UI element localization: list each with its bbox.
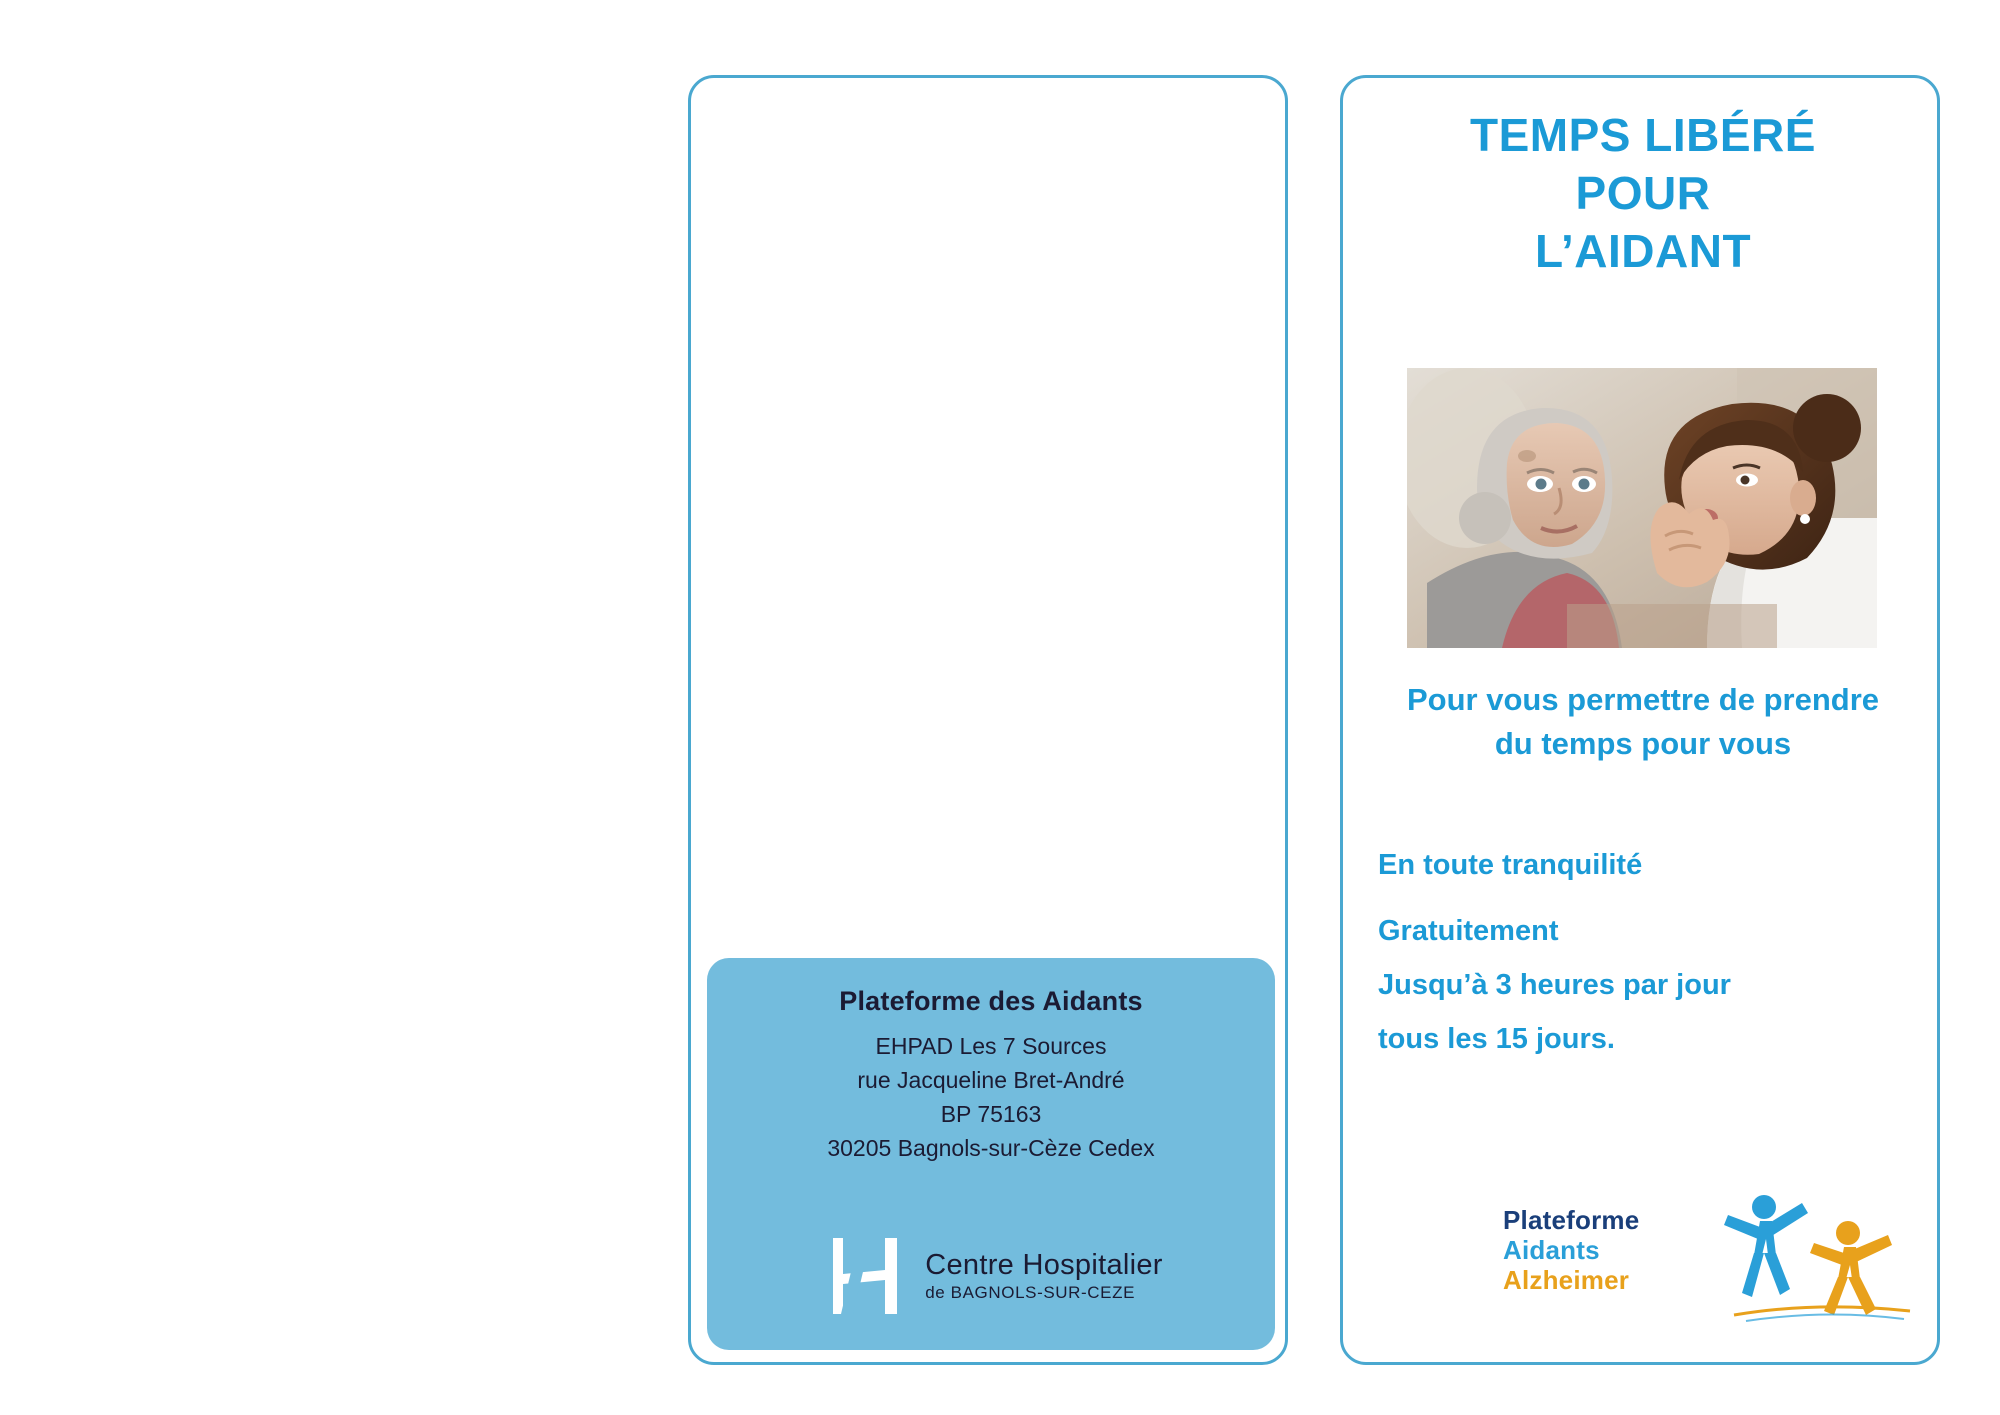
address-title: Plateforme des Aidants [839, 986, 1143, 1016]
tagline-line-1: Pour vous permettre de prendre [1406, 682, 1879, 717]
hospital-name-line1: Centre Hospitalier [925, 1248, 1163, 1281]
address-card [707, 958, 1275, 1350]
caregiver-photo [1407, 368, 1877, 648]
address-line-1: EHPAD Les 7 Sources [875, 1033, 1107, 1059]
hospital-h-monogram-icon [819, 1230, 911, 1322]
benefit-item-1: En toute tranquilité [1378, 849, 1643, 881]
headline-line-1: TEMPS LIBÉRÉ [1470, 109, 1816, 161]
address-line-2: rue Jacqueline Bret-André [857, 1067, 1125, 1093]
benefit-item-3: Jusqu’à 3 heures par jour [1378, 969, 1731, 1001]
platform-logo-line1: Plateforme [1503, 1205, 1640, 1235]
headline-line-2: POUR [1575, 167, 1711, 219]
left-panel [688, 75, 1288, 1365]
benefits-spacer [1378, 892, 1908, 904]
platform-aidants-alzheimer-logo [1503, 1189, 1923, 1324]
benefits-list [1378, 838, 1908, 1066]
page-title [1373, 106, 1913, 280]
platform-logo-line3: Alzheimer [1503, 1265, 1630, 1296]
tagline [1373, 678, 1913, 766]
address-line-4: 30205 Bagnols-sur-Cèze Cedex [827, 1135, 1155, 1161]
platform-logo-text [1503, 1205, 1703, 1295]
right-panel [1340, 75, 1940, 1365]
platform-logo-line2: Aidants [1503, 1235, 1600, 1266]
hospital-logo [707, 1230, 1275, 1322]
benefit-item-2: Gratuitement [1378, 915, 1559, 947]
two-running-figures-icon [1698, 1189, 1923, 1324]
hospital-name [925, 1250, 1163, 1302]
headline-line-3: L’AIDANT [1534, 225, 1752, 277]
benefit-item-4: tous les 15 jours. [1378, 1023, 1615, 1055]
tagline-line-2: du temps pour vous [1494, 726, 1792, 761]
hospital-name-line2: de BAGNOLS-SUR-CEZE [925, 1283, 1136, 1303]
address-line-3: BP 75163 [940, 1101, 1042, 1127]
